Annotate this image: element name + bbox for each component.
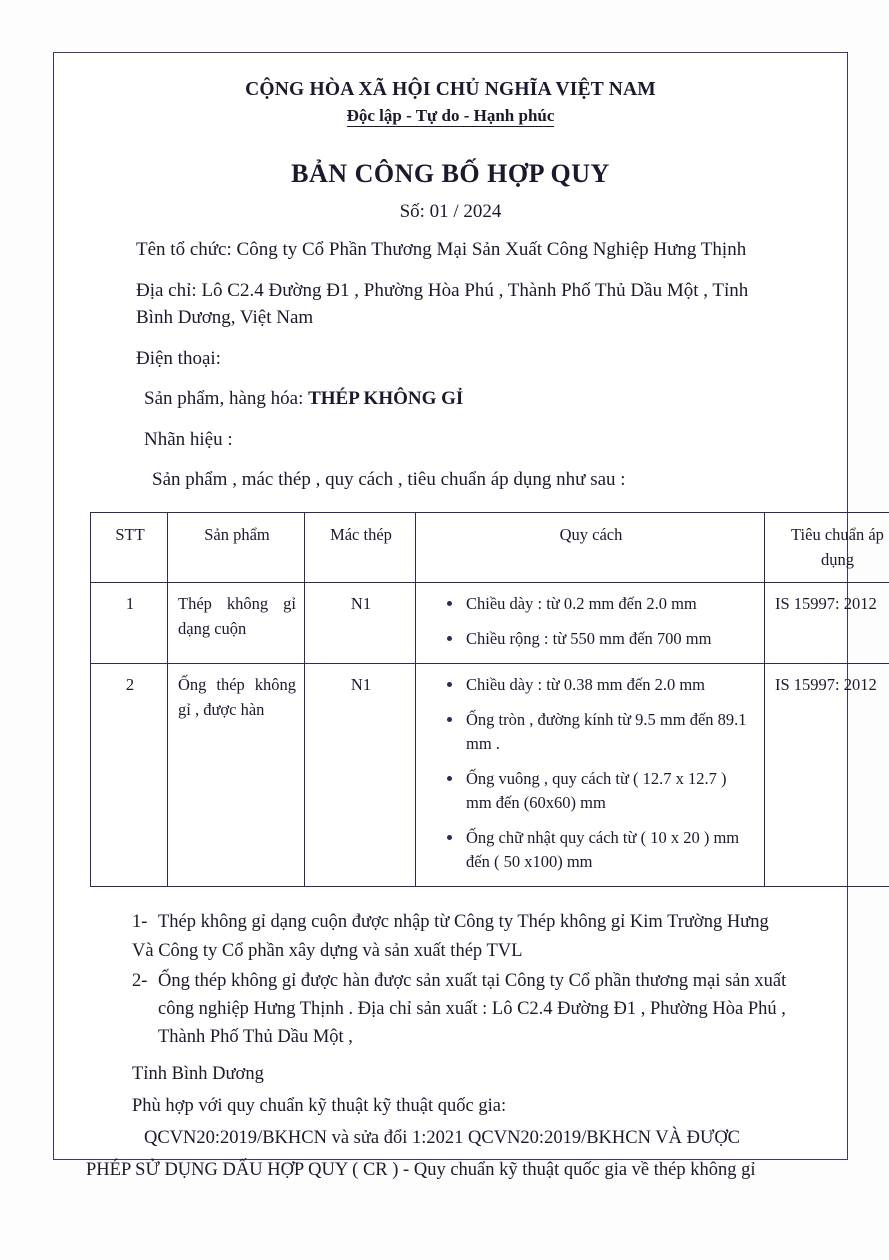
row2-specs [416,664,765,886]
note-1-text: Thép không gỉ dạng cuộn được nhập từ Công ty Thép không gỉ Kim Trường Hưng [158,911,769,932]
row1-specs [416,583,765,664]
note-2-continued: công nghiệp Hưng Thịnh . Địa chỉ sản xuất : Lô C2.4 Đường Đ1 , Phường Hòa Phú , [158,998,786,1019]
org-name-label: Tên tổ chức: [136,239,237,260]
row1-stt: 1 [91,583,168,664]
note-1-continued: Và Công ty Cổ phần xây dựng và sản xuất thép TVL [132,941,523,962]
org-address-line [86,277,815,305]
note-1-body [158,909,815,937]
row1-spec-item: Chiều dày : từ 0.2 mm đến 2.0 mm [466,592,756,616]
row2-product: Ống thép không gỉ , được hàn [168,664,305,886]
province-line: Tỉnh Bình Dương [132,1064,264,1085]
national-motto [86,106,815,126]
row2-grade: N1 [305,664,416,886]
qcvn-line-2: PHÉP SỬ DỤNG DẤU HỢP QUY ( CR ) - Quy chuẩn kỹ thuật quốc gia về thép không gỉ [86,1159,756,1180]
document-title: BẢN CÔNG BỐ HỢP QUY [291,159,610,188]
intro-line: Sản phẩm , mác thép , quy cách , tiêu chuẩn áp dụng như sau : [152,469,626,491]
row2-spec-item: Ống vuông , quy cách từ ( 12.7 x 12.7 ) mm đến (60x60) mm [466,767,756,815]
closing-section [86,1061,815,1184]
row1-spec-item: Chiều rộng : từ 550 mm đến 700 mm [466,627,756,651]
table-header-standard: Tiêu chuẩn áp dụng [765,512,889,583]
org-name-value: Công ty Cổ Phần Thương Mại Sản Xuất Công Nghiệp Hưng Thịnh [236,239,747,260]
row2-spec-item: Chiều dày : từ 0.38 mm đến 2.0 mm [466,673,756,697]
brand-line: Nhãn hiệu : [144,428,233,450]
table-header-stt: STT [91,512,168,583]
table-header-product: Sản phẩm [168,512,305,583]
note-2-text: Ống thép không gỉ được hàn được sản xuất tại Công ty Cổ phần thương mại sản xuất [158,971,787,992]
conformity-lead: Phù hợp với quy chuẩn kỹ thuật kỹ thuật quốc gia: [132,1096,507,1117]
row2-standard: IS 15997: 2012 [765,664,889,886]
note-1-number: 1- [132,911,148,932]
product-label: Sản phẩm, hàng hóa: [144,388,309,410]
table-header-specs: Quy cách [416,512,765,583]
qcvn-line-1: QCVN20:2019/BKHCN và sửa đổi 1:2021 QCVN20:2019/BKHCN VÀ ĐƯỢC [144,1127,741,1148]
product-value: THÉP KHÔNG GỈ [308,388,464,410]
row2-stt: 2 [91,664,168,886]
company-seal-area [723,661,847,841]
org-name-line [86,236,815,264]
product-line [86,385,815,413]
table-header-grade: Mác thép [305,512,416,583]
row2-spec-item: Ống tròn , đường kính từ 9.5 mm đến 89.1 mm . [466,708,756,756]
org-phone-line: Điện thoại: [136,347,221,369]
org-address-value: Lô C2.4 Đường Đ1 , Phường Hòa Phú , Thành Phố Thủ Dầu Một , Tỉnh [201,279,749,301]
note-1 [132,909,815,937]
note-2-number: 2- [132,971,148,992]
org-address-label: Địa chỉ: [136,279,202,301]
table-row [91,583,889,664]
note-2-continued-2: Thành Phố Thủ Dầu Một , [158,1026,353,1047]
note-2 [132,968,815,1051]
national-heading: CỘNG HÒA XÃ HỘI CHỦ NGHĨA VIỆT NAM [245,79,656,100]
notes-section [86,909,815,1052]
document-border [53,52,884,1180]
row1-product: Thép không gỉ dạng cuộn [168,583,305,664]
table-header-row [91,512,889,583]
row2-spec-item: Ống chữ nhật quy cách từ ( 10 x 20 ) mm đến ( 50 x100) mm [466,826,756,874]
note-2-body [158,968,815,1051]
row1-standard: IS 15997: 2012 [765,583,889,664]
document-number: Số: 01 / 2024 [399,201,502,222]
org-address-line-2: Bình Dương, Việt Nam [136,307,314,329]
motto-text: Độc lập - Tự do - Hạnh phúc [346,106,555,125]
row1-grade: N1 [305,583,416,664]
